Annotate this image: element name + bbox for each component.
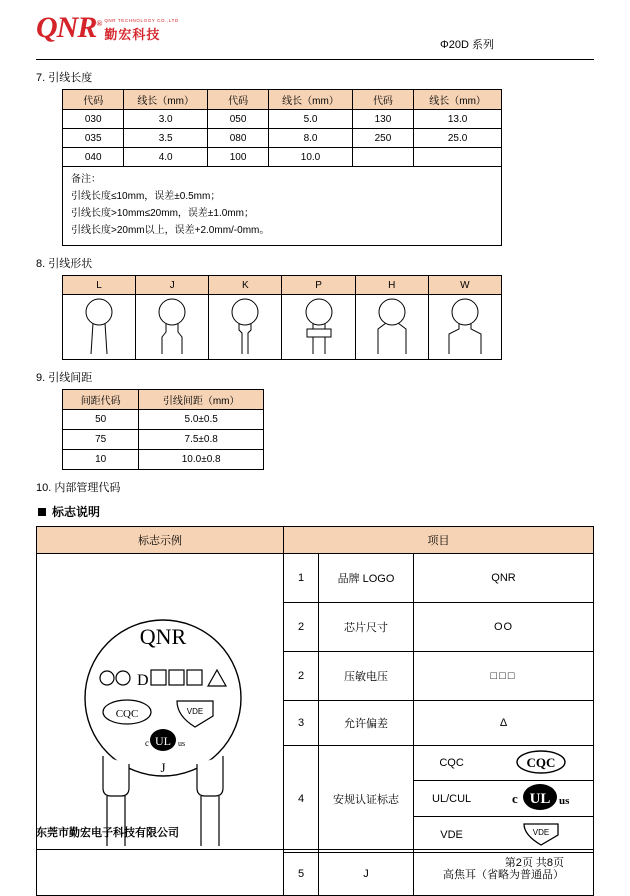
table-row (63, 410, 264, 430)
marking-name: 压敏电压 (319, 652, 414, 701)
logo-english-name: QNR TECHNOLOGY CO.,LTD (104, 18, 179, 23)
svg-text:us: us (178, 739, 186, 748)
cell: 10 (63, 450, 139, 470)
marking-header-row (37, 527, 594, 554)
section-title-lead-length: 7. 引线长度 (36, 72, 93, 84)
marking-index: 2 (284, 603, 319, 652)
page-number: 第2页 共8页 (504, 857, 564, 869)
table-row (63, 129, 502, 148)
col-length-1: 线长（mm） (124, 90, 207, 110)
logo-main-text: QNR (36, 11, 97, 44)
cell (352, 148, 413, 167)
note-line-3: 引线长度>20mm以上，误差+2.0mm/-0mm。 (71, 225, 270, 236)
col-length-3: 线长（mm） (414, 90, 502, 110)
cell: 8.0 (269, 129, 352, 148)
col-pitch-code: 间距代码 (63, 390, 139, 410)
section-title-internal-code: 10. 内部管理代码 (36, 482, 121, 494)
cell: 080 (207, 129, 268, 148)
cell: 3.5 (124, 129, 207, 148)
cell: 25.0 (414, 129, 502, 148)
marking-symbol: □□□ (414, 652, 594, 701)
page-header (36, 11, 594, 60)
series-title: Φ20D 系列 (439, 39, 494, 51)
marking-head-item: 项目 (284, 527, 594, 554)
cell: 5.0±0.5 (139, 410, 264, 430)
shape-code-H: H (355, 276, 428, 295)
shape-figure-W (428, 295, 501, 360)
note-title: 备注： (71, 174, 101, 185)
marking-index: 2 (284, 652, 319, 701)
marking-index: 5 (284, 853, 319, 896)
marking-cert-ul (414, 781, 594, 817)
cell: 13.0 (414, 110, 502, 129)
shape-code-P: P (282, 276, 355, 295)
table-row (63, 110, 502, 129)
logo-right-block (104, 14, 178, 43)
cell: 50 (63, 410, 139, 430)
cell: 250 (352, 129, 413, 148)
marking-symbol: Δ (414, 701, 594, 746)
cert-logo-vde-icon (489, 817, 593, 852)
cert-logo-ul-icon (489, 781, 593, 816)
marking-symbol: OO (414, 603, 594, 652)
cell: 7.5±0.8 (139, 430, 264, 450)
marking-head-sample: 标志示例 (37, 527, 284, 554)
marking-cert-vde (414, 817, 594, 853)
table-row (63, 148, 502, 167)
square-bullet-icon (38, 508, 46, 516)
cell: 040 (63, 148, 124, 167)
shape-code-K: K (209, 276, 282, 295)
section-title-lead-pitch: 9. 引线间距 (36, 372, 93, 384)
shape-figure-P (282, 295, 355, 360)
shape-code-J: J (136, 276, 209, 295)
cell: 030 (63, 110, 124, 129)
table-row (37, 554, 594, 603)
company-logo (36, 11, 179, 44)
cert-label-vde: VDE (440, 828, 463, 841)
header-divider (36, 59, 594, 60)
svg-text:c: c (512, 791, 518, 806)
svg-text:J: J (160, 760, 166, 775)
marking-name: 品牌 LOGO (319, 554, 414, 603)
footer-divider (36, 849, 594, 850)
marking-name: 允许偏差 (319, 701, 414, 746)
cell: 10.0±0.8 (139, 450, 264, 470)
marking-name: 安规认证标志 (319, 746, 414, 853)
cell: 3.0 (124, 110, 207, 129)
marking-index: 1 (284, 554, 319, 603)
marking-index: 4 (284, 746, 319, 853)
note-line-1: 引线长度≤10mm，误差±0.5mm； (71, 191, 221, 202)
cert-label-ul: UL/CUL (432, 792, 472, 805)
svg-text:CQC: CQC (526, 754, 556, 770)
svg-text:UL: UL (155, 734, 171, 748)
marking-symbol: 高焦耳（省略为普通品） (414, 853, 594, 896)
marking-name: J (319, 853, 414, 896)
marking-cert-cqc (414, 746, 594, 781)
svg-text:c: c (145, 738, 149, 748)
note-row (63, 167, 502, 246)
shape-figure-L (63, 295, 136, 360)
cell: 4.0 (124, 148, 207, 167)
lead-length-table (62, 89, 502, 246)
table-header-row (63, 90, 502, 110)
cell: 100 (207, 148, 268, 167)
cert-logo-cqc-icon (489, 747, 593, 780)
cert-label-cqc: CQC (439, 757, 464, 769)
cell: 75 (63, 430, 139, 450)
marking-name: 芯片尺寸 (319, 603, 414, 652)
svg-text:QNR: QNR (139, 624, 187, 649)
svg-text:VDE: VDE (186, 707, 204, 716)
document-page (0, 11, 630, 888)
cell: 5.0 (269, 110, 352, 129)
col-code-2: 代码 (207, 90, 268, 110)
marking-table (36, 526, 594, 896)
lead-shape-table (62, 275, 502, 360)
logo-text (36, 11, 102, 44)
table-row (63, 450, 264, 470)
marking-title-text: 标志说明 (52, 505, 101, 519)
lead-length-note (63, 167, 502, 246)
section-title-lead-shape: 8. 引线形状 (36, 258, 93, 270)
note-line-2: 引线长度>10mm≤20mm，误差±1.0mm； (71, 208, 254, 219)
footer-row (36, 854, 594, 870)
logo-registered-icon: ® (96, 19, 102, 28)
col-length-2: 线长（mm） (269, 90, 352, 110)
shape-figure-H (355, 295, 428, 360)
cell: 035 (63, 129, 124, 148)
col-code-1: 代码 (63, 90, 124, 110)
marking-index: 3 (284, 701, 319, 746)
svg-text:UL: UL (529, 791, 551, 807)
shape-code-W: W (428, 276, 501, 295)
svg-text:us: us (559, 795, 570, 807)
cell: 130 (352, 110, 413, 129)
logo-chinese-name: 勤宏科技 (104, 27, 161, 42)
shape-image-row (63, 295, 502, 360)
shape-figure-J (136, 295, 209, 360)
table-header-row (63, 276, 502, 295)
shape-figure-K (209, 295, 282, 360)
footer-company-name: 东莞市勤宏电子科技有限公司 (36, 827, 179, 839)
marking-sample-figure (37, 554, 284, 896)
svg-text:VDE: VDE (532, 828, 550, 837)
col-pitch-value: 引线间距（mm） (139, 390, 264, 410)
svg-text:CQC: CQC (115, 708, 139, 720)
cell: 050 (207, 110, 268, 129)
col-code-3: 代码 (352, 90, 413, 110)
section-title-marking (38, 503, 594, 520)
shape-code-L: L (63, 276, 136, 295)
table-header-row (63, 390, 264, 410)
cell: 10.0 (269, 148, 352, 167)
svg-text:D: D (137, 672, 149, 689)
cell (414, 148, 502, 167)
marking-symbol: QNR (414, 554, 594, 603)
table-row (63, 430, 264, 450)
lead-pitch-table (62, 389, 264, 470)
